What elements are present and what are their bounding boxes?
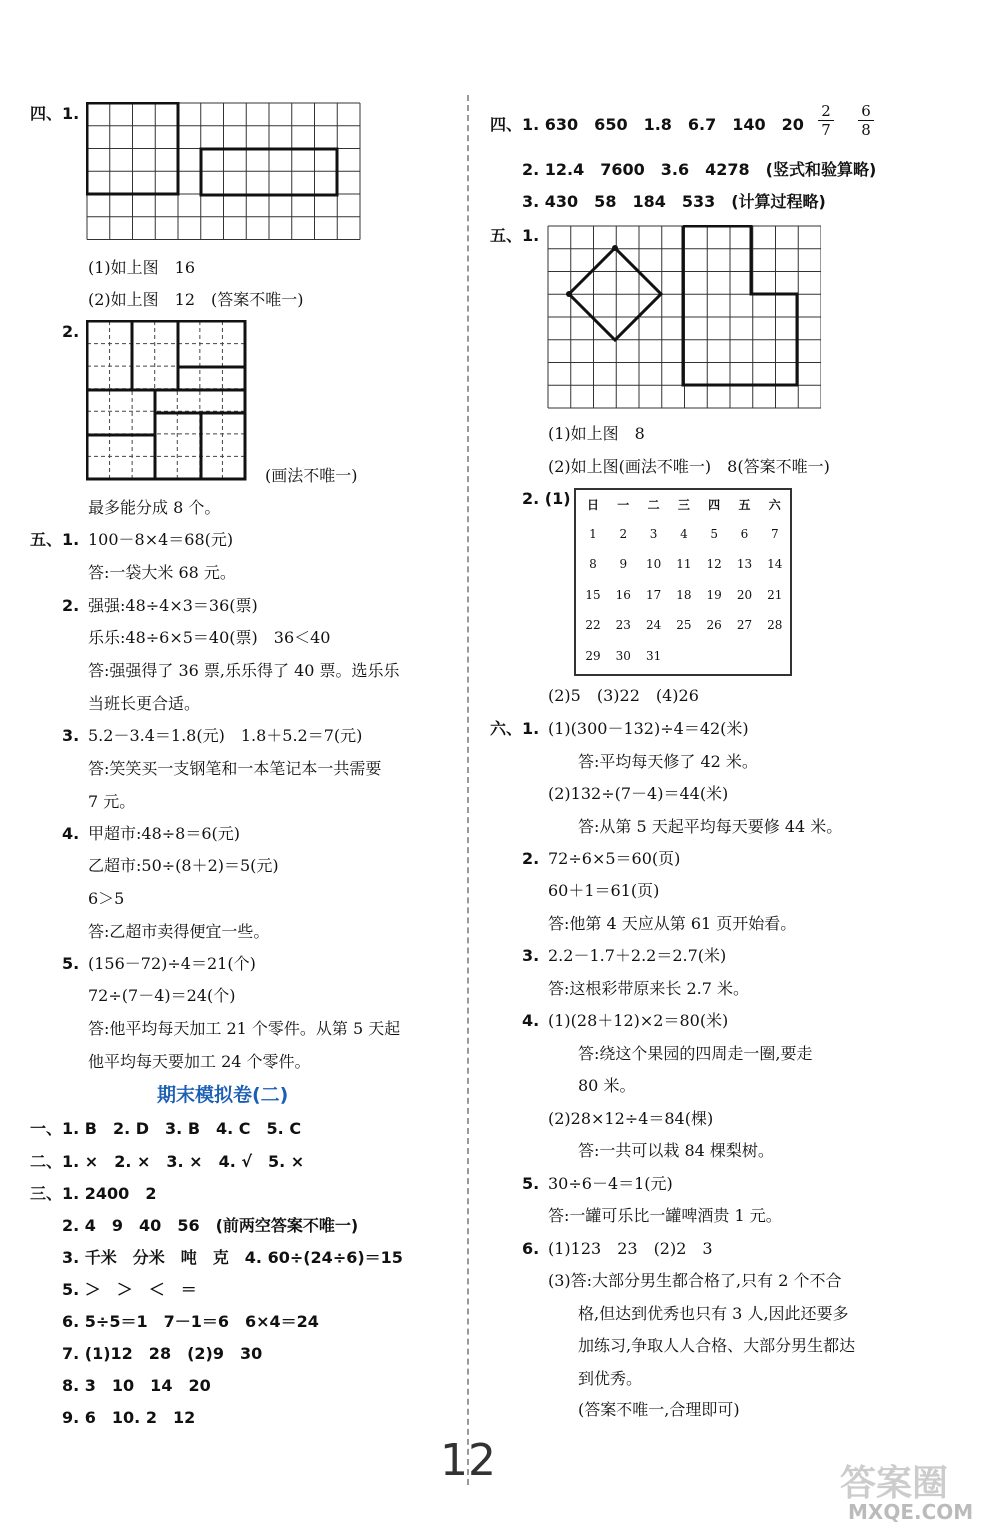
calendar-day: 22 xyxy=(585,618,601,632)
left-s5-5-a: (156－72)÷4＝21(个) xyxy=(88,954,256,973)
right-s6-6-e: 到优秀。 xyxy=(578,1369,643,1388)
calendar-day: 16 xyxy=(615,587,631,602)
right-s4-3: 3. 430 58 184 533 (计算过程略) xyxy=(522,192,826,211)
page-number: 12 xyxy=(440,1435,496,1486)
calendar-header: 日 xyxy=(586,498,599,512)
left-s5-4-b: 乙超市:50÷(8＋2)＝5(元) xyxy=(88,856,279,875)
fraction-2-7 xyxy=(818,102,834,139)
right-s6-2-c: 答:他第 4 天应从第 61 页开始看。 xyxy=(548,914,797,933)
column-divider xyxy=(467,95,469,1485)
right-s6-6-label: 6. xyxy=(522,1239,540,1258)
calendar-header: 二 xyxy=(647,498,660,512)
right-s6-4-e: 答:一共可以栽 84 棵梨树。 xyxy=(578,1141,774,1160)
left-s5-5-b: 72÷(7－4)＝24(个) xyxy=(88,986,236,1005)
calendar-day: 12 xyxy=(706,557,722,571)
left-s5-5-label: 5. xyxy=(62,954,80,973)
left-s4-2-answer: 最多能分成 8 个。 xyxy=(88,498,221,517)
grid-figure-3 xyxy=(547,225,821,411)
left-p2: 二、1. × 2. × 3. × 4. √ 5. × xyxy=(30,1152,305,1171)
left-s4-1-label: 四、1. xyxy=(30,104,80,123)
calendar-day: 20 xyxy=(736,587,753,602)
fraction-6-8 xyxy=(858,102,874,139)
right-s5-1-label: 五、1. xyxy=(490,226,540,245)
watermark-logo: 答案圈 xyxy=(840,1463,949,1504)
calendar-day: 17 xyxy=(645,587,662,602)
calendar-day: 23 xyxy=(615,618,631,632)
calendar-day: 9 xyxy=(619,557,628,571)
left-s5-2-b: 乐乐:48÷6×5＝40(票) 36＜40 xyxy=(88,628,331,647)
left-p3-9: 9. 6 10. 2 12 xyxy=(62,1408,196,1427)
left-p3-8: 8. 3 10 14 20 xyxy=(62,1376,211,1395)
calendar-day: 25 xyxy=(676,618,692,632)
calendar-day: 6 xyxy=(740,526,749,541)
right-s6-1-c: (2)132÷(7－4)＝44(米) xyxy=(548,784,729,803)
right-s6-2-b: 60＋1＝61(页) xyxy=(548,881,660,900)
left-s5-2-label: 2. xyxy=(62,596,80,615)
left-p3-7: 7. (1)12 28 (2)9 30 xyxy=(62,1344,263,1363)
calendar-day: 24 xyxy=(645,618,662,632)
section-title: 期末模拟卷(二) xyxy=(157,1084,289,1106)
grid-figure-1 xyxy=(86,102,362,244)
left-s5-4-d: 答:乙超市卖得便宜一些。 xyxy=(88,922,270,941)
calendar-day: 21 xyxy=(767,587,783,602)
left-s5-2-a: 强强:48÷4×3＝36(票) xyxy=(88,596,258,615)
right-s6-1-d: 答:从第 5 天起平均每天要修 44 米。 xyxy=(578,817,843,836)
calendar-day: 28 xyxy=(767,618,783,632)
right-s6-2-a: 72÷6×5＝60(页) xyxy=(548,849,681,868)
left-s4-1-a: (1)如上图 16 xyxy=(88,258,196,277)
calendar-header: 六 xyxy=(768,498,781,512)
left-s5-1-label: 五、1. xyxy=(30,530,80,549)
left-s5-3-a: 5.2－3.4＝1.8(元) 1.8＋5.2＝7(元) xyxy=(88,726,363,745)
right-s5-2-rest: (2)5 (3)22 (4)26 xyxy=(548,686,699,705)
left-p1: 一、1. B 2. D 3. B 4. C 5. C xyxy=(30,1119,302,1138)
right-s6-3-label: 3. xyxy=(522,946,540,965)
right-s6-4-d: (2)28×12÷4＝84(棵) xyxy=(548,1109,714,1128)
calendar-header: 五 xyxy=(738,498,751,512)
right-s6-3-a: 2.2－1.7＋2.2＝2.7(米) xyxy=(548,946,727,965)
left-s5-1-a: 100－8×4＝68(元) xyxy=(88,530,234,549)
calendar-day: 11 xyxy=(676,557,692,571)
left-s5-5-c: 答:他平均每天加工 21 个零件。从第 5 天起 xyxy=(88,1019,401,1038)
watermark-url: MXQE.COM xyxy=(848,1500,974,1524)
calendar-day: 3 xyxy=(649,526,658,541)
right-s6-3-b: 答:这根彩带原来长 2.7 米。 xyxy=(548,979,750,998)
right-s6-1-label: 六、1. xyxy=(490,719,540,738)
left-p3-6: 6. 5÷5＝1 7－1＝6 6×4＝24 xyxy=(62,1312,319,1331)
left-s5-2-d: 当班长更合适。 xyxy=(88,694,201,713)
left-s5-1-b: 答:一袋大米 68 元。 xyxy=(88,563,236,582)
right-s5-1-a: (1)如上图 8 xyxy=(548,424,645,443)
calendar-day: 30 xyxy=(615,648,631,663)
calendar-day: 2 xyxy=(619,526,628,541)
calendar-day: 14 xyxy=(767,557,783,571)
left-s5-5-d: 他平均每天要加工 24 个零件。 xyxy=(88,1052,311,1071)
right-s6-4-a: (1)(28＋12)×2＝80(米) xyxy=(548,1011,729,1030)
right-s6-6-a: (1)123 23 (2)2 3 xyxy=(548,1239,713,1258)
fraction-6-8-den: 8 xyxy=(861,121,871,139)
calendar-day: 4 xyxy=(680,526,688,541)
left-s5-4-label: 4. xyxy=(62,824,80,843)
left-s4-2-label: 2. xyxy=(62,322,80,341)
left-p3-1: 三、1. 2400 2 xyxy=(30,1184,157,1203)
calendar-day: 13 xyxy=(736,557,753,571)
fraction-2-7-num: 2 xyxy=(818,102,834,121)
left-s5-2-c: 答:强强得了 36 票,乐乐得了 40 票。选乐乐 xyxy=(88,661,400,680)
right-s6-4-label: 4. xyxy=(522,1011,540,1030)
left-s5-4-c: 6＞5 xyxy=(88,889,125,908)
right-s6-6-b: (3)答:大部分男生都合格了,只有 2 个不合 xyxy=(548,1271,842,1290)
calendar-day: 29 xyxy=(585,648,601,663)
left-s5-3-c: 7 元。 xyxy=(88,792,136,811)
right-s6-1-b: 答:平均每天修了 42 米。 xyxy=(578,752,758,771)
calendar-day: 18 xyxy=(676,587,692,602)
right-s6-6-f: (答案不唯一,合理即可) xyxy=(578,1400,740,1419)
left-s5-4-a: 甲超市:48÷8＝6(元) xyxy=(88,824,241,843)
left-p3-2: 2. 4 9 40 56 (前两空答案不唯一) xyxy=(62,1216,359,1235)
calendar-header: 三 xyxy=(677,498,690,512)
left-s4-2-note: (画法不唯一) xyxy=(265,466,358,485)
calendar-day: 1 xyxy=(589,526,597,541)
calendar-day: 19 xyxy=(706,587,722,602)
calendar-day: 26 xyxy=(706,618,722,632)
calendar-header: 四 xyxy=(708,498,721,512)
calendar-day: 5 xyxy=(710,526,718,541)
calendar-day: 8 xyxy=(589,557,597,571)
right-s6-5-a: 30÷6－4＝1(元) xyxy=(548,1174,673,1193)
fraction-6-8-num: 6 xyxy=(858,102,874,121)
calendar-day: 7 xyxy=(770,526,779,541)
calendar-day: 27 xyxy=(736,618,753,632)
right-s4-1: 四、1. 630 650 1.8 6.7 140 20 xyxy=(490,115,804,134)
calendar-header: 一 xyxy=(617,498,630,512)
calendar-day: 31 xyxy=(645,648,662,663)
left-s5-3-label: 3. xyxy=(62,726,80,745)
left-s5-3-b: 答:笑笑买一支钢笔和一本笔记本一共需要 xyxy=(88,759,382,778)
right-s6-5-label: 5. xyxy=(522,1174,540,1193)
calendar-day: 10 xyxy=(645,557,662,571)
left-s4-1-b: (2)如上图 12 (答案不唯一) xyxy=(88,290,304,309)
left-p3-5: 5. ＞ ＞ ＜ ＝ xyxy=(62,1280,197,1299)
right-s6-4-b: 答:绕这个果园的四周走一圈,要走 xyxy=(578,1044,813,1063)
right-s4-2: 2. 12.4 7600 3.6 4278 (竖式和验算略) xyxy=(522,160,877,179)
right-s6-6-d: 加练习,争取人人合格、大部分男生都达 xyxy=(578,1336,856,1355)
calendar xyxy=(574,488,792,676)
right-s6-5-b: 答:一罐可乐比一罐啤酒贵 1 元。 xyxy=(548,1206,782,1225)
right-s6-4-c: 80 米。 xyxy=(578,1076,636,1095)
right-s5-1-b: (2)如上图(画法不唯一) 8(答案不唯一) xyxy=(548,457,830,476)
calendar-day: 15 xyxy=(585,587,601,602)
left-p3-3: 3. 千米 分米 吨 克 4. 60÷(24÷6)＝15 xyxy=(62,1248,403,1267)
right-s5-2-label: 2. (1) xyxy=(522,489,571,508)
right-s6-6-c: 格,但达到优秀也只有 3 人,因此还要多 xyxy=(578,1304,849,1323)
right-s6-2-label: 2. xyxy=(522,849,540,868)
right-s6-1-a: (1)(300－132)÷4＝42(米) xyxy=(548,719,749,738)
fraction-2-7-den: 7 xyxy=(821,121,831,139)
grid-figure-2 xyxy=(86,320,248,482)
